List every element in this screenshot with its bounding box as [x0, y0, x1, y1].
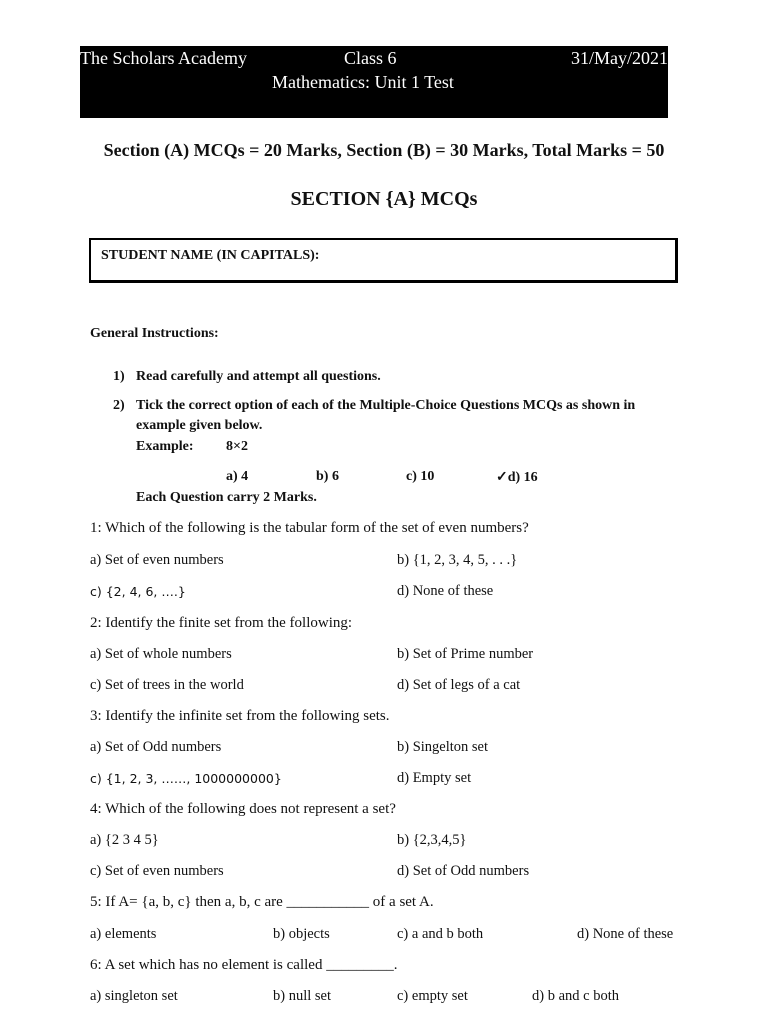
instructions-heading: General Instructions:: [90, 326, 219, 341]
option-d[interactable]: d) b and c both: [532, 988, 619, 1004]
student-name-label: STUDENT NAME (IN CAPITALS):: [101, 248, 320, 263]
option-d[interactable]: d) Set of legs of a cat: [397, 677, 521, 693]
class-label: Class 6: [344, 48, 397, 68]
test-subject: Mathematics: Unit 1 Test: [272, 72, 454, 92]
question-text: 1: Which of the following is the tabular form of the set of even numbers?: [90, 520, 529, 536]
option-a[interactable]: a) elements: [90, 926, 157, 942]
example-label: Example:: [136, 439, 194, 454]
option-c[interactable]: c) {1, 2, 3, ……, 1000000000}: [90, 771, 282, 786]
option-a[interactable]: a) singleton set: [90, 988, 178, 1004]
instruction-number: 2): [113, 398, 125, 413]
school-name: The Scholars Academy: [80, 48, 247, 68]
test-date: 31/May/2021: [571, 48, 668, 68]
instruction-text: Read carefully and attempt all questions.: [136, 369, 381, 384]
option-b[interactable]: b) objects: [273, 926, 330, 942]
option-a[interactable]: a) Set of Odd numbers: [90, 739, 222, 755]
example-option: a) 4: [226, 469, 249, 484]
question-text: 6: A set which has no element is called _________.: [90, 957, 398, 973]
option-b[interactable]: b) {1, 2, 3, 4, 5, . . .}: [397, 552, 518, 568]
instruction-number: 1): [113, 369, 125, 384]
instruction-text-continued: example given below.: [136, 418, 263, 433]
marks-note: Each Question carry 2 Marks.: [136, 490, 317, 505]
header-banner: [80, 46, 668, 118]
example-option: c) 10: [406, 469, 435, 484]
option-d[interactable]: d) Empty set: [397, 770, 472, 786]
option-c[interactable]: c) Set of even numbers: [90, 863, 224, 879]
option-b[interactable]: b) null set: [273, 988, 331, 1004]
marks-summary: Section (A) MCQs = 20 Marks, Section (B) = 30 Marks, Total Marks = 50: [103, 140, 665, 160]
option-c[interactable]: c) a and b both: [397, 926, 484, 942]
question-text: 2: Identify the finite set from the following:: [90, 615, 353, 631]
question-text: 4: Which of the following does not represent a set?: [90, 801, 396, 817]
option-a[interactable]: a) Set of whole numbers: [90, 646, 232, 662]
option-b[interactable]: b) {2,3,4,5}: [397, 832, 467, 848]
example-expression: 8×2: [226, 439, 248, 454]
section-title: SECTION {A} MCQs: [290, 188, 478, 210]
option-d[interactable]: d) None of these: [577, 926, 674, 942]
option-a[interactable]: a) {2 3 4 5}: [90, 832, 159, 848]
instruction-text: Tick the correct option of each of the Multiple-Choice Questions MCQs as shown in: [136, 398, 636, 413]
question-text: 3: Identify the infinite set from the following sets.: [90, 708, 390, 724]
option-d[interactable]: d) None of these: [397, 583, 494, 599]
option-c[interactable]: c) {2, 4, 6, ….}: [90, 584, 186, 599]
option-c[interactable]: c) empty set: [397, 988, 468, 1004]
example-option-correct: ✓d) 16: [496, 470, 538, 485]
option-d[interactable]: d) Set of Odd numbers: [397, 863, 530, 879]
example-option: b) 6: [316, 469, 339, 484]
option-c[interactable]: c) Set of trees in the world: [90, 677, 244, 693]
option-b[interactable]: b) Singelton set: [397, 739, 489, 755]
question-text: 5: If A= {a, b, c} then a, b, c are ___________ of a set A.: [90, 894, 434, 910]
option-b[interactable]: b) Set of Prime number: [397, 646, 534, 662]
option-a[interactable]: a) Set of even numbers: [90, 552, 224, 568]
student-name-box[interactable]: [89, 238, 678, 283]
